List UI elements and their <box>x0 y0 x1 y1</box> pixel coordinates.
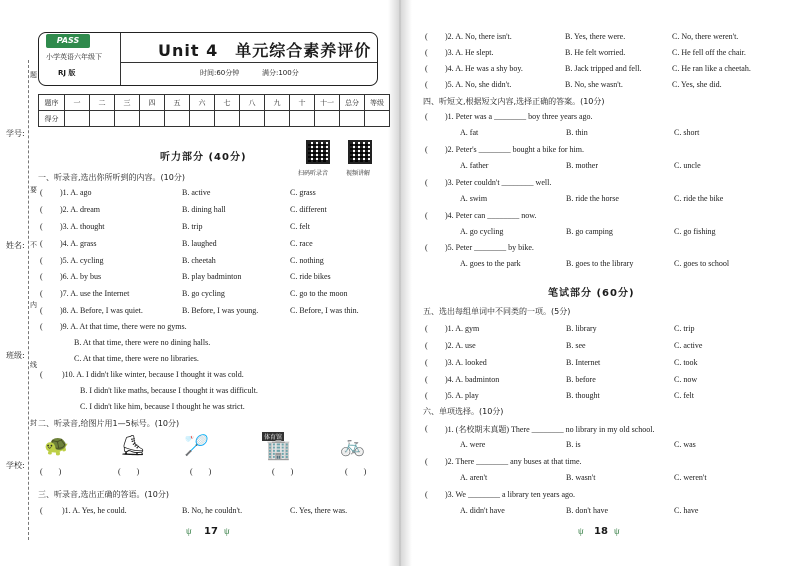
section-heading: 三、听录音,选出正确的答语。(10分) <box>38 490 169 499</box>
option-c: C. different <box>290 205 327 214</box>
answer-blank[interactable]: ( <box>425 32 428 41</box>
question-item: )1. A. gym <box>445 324 480 333</box>
option-b: B. before <box>566 375 596 384</box>
score-input-cell[interactable] <box>165 111 190 127</box>
question-item: )5. A. cycling <box>60 256 104 265</box>
answer-blank[interactable]: ( <box>425 424 428 433</box>
option-b: B. thin <box>566 128 588 137</box>
question-item: )3. A. He slept. <box>445 48 494 57</box>
question-item: )3. A. thought <box>60 222 105 231</box>
option-a: A. father <box>460 161 489 170</box>
option-c: C. ride the bike <box>674 194 724 203</box>
answer-blank[interactable]: ( <box>40 289 43 298</box>
answer-blank[interactable]: ( <box>425 375 428 384</box>
answer-blank[interactable]: ( <box>425 48 428 57</box>
table-cell: 等级 <box>365 95 390 111</box>
score-input-cell[interactable] <box>115 111 140 127</box>
table-cell: 八 <box>240 95 265 111</box>
question-stem: )4. Peter can ________ now. <box>445 211 537 220</box>
option-b: B. active <box>182 188 211 197</box>
score-table <box>38 94 390 127</box>
option-c: C. At that time, there were no libraries. <box>74 354 199 363</box>
option-a: A. were <box>460 440 486 449</box>
section-heading: 五、选出每组单词中不同类的一项。(5分) <box>423 307 571 316</box>
question-item: )2. A. No, there isn't. <box>445 32 512 41</box>
page-number: 17 <box>204 526 218 537</box>
score-input-cell[interactable] <box>140 111 165 127</box>
answer-blank[interactable]: ( <box>40 256 43 265</box>
option-c: C. go fishing <box>674 227 716 236</box>
answer-blank[interactable]: ( <box>425 178 428 187</box>
answer-blank[interactable]: ( <box>40 239 43 248</box>
margin-char: 要 <box>30 186 37 194</box>
question-item: )5. A. No, she didn't. <box>445 80 512 89</box>
margin-char: 封 <box>30 419 37 427</box>
margin-char: 线 <box>30 361 37 369</box>
option-c: C. go to the moon <box>290 289 348 298</box>
qr-code-icon[interactable] <box>306 140 330 164</box>
question-item: )5. A. play <box>445 391 479 400</box>
margin-char: 不 <box>30 241 37 249</box>
option-b: B. library <box>566 324 597 333</box>
option-c: C. trip <box>674 324 695 333</box>
pass-logo: PASS <box>46 34 90 48</box>
option-b: B. laughed <box>182 239 217 248</box>
question-stem: )2. Peter's ________ bought a bike for him. <box>445 145 584 154</box>
question-stem: )3. We ________ a library ten years ago. <box>445 490 576 499</box>
score-input-cell[interactable] <box>215 111 240 127</box>
option-a: A. didn't have <box>460 506 505 515</box>
score-input-cell[interactable] <box>315 111 340 127</box>
option-b: B. Jack tripped and fell. <box>565 64 642 73</box>
answer-blank[interactable]: ( <box>425 341 428 350</box>
option-b: B. go camping <box>566 227 613 236</box>
option-b: B. go cycling <box>182 289 225 298</box>
skating-picture-icon: ⛸ <box>120 435 146 457</box>
question-stem: )1. (名校期末真题) There ________ no library in my old school. <box>445 425 655 434</box>
table-cell: 七 <box>215 95 240 111</box>
question-stem: )3. Peter couldn't ________ well. <box>445 178 552 187</box>
option-b: B. wasn't <box>566 473 596 482</box>
answer-blank[interactable]: ( <box>425 211 428 220</box>
score-input-cell[interactable] <box>365 111 390 127</box>
question-item: )10. A. I didn't like winter, because I thought it was cold. <box>62 370 244 379</box>
option-b: B. is <box>566 440 581 449</box>
answer-blank[interactable]: ( <box>425 324 428 333</box>
answer-blank[interactable]: ( <box>425 490 428 499</box>
answer-blank[interactable]: ( <box>425 145 428 154</box>
option-b: B. thought <box>566 391 600 400</box>
option-c: C. took <box>674 358 698 367</box>
grade-label: 小学英语六年级下 <box>46 53 102 61</box>
answer-blank[interactable]: ( <box>40 188 43 197</box>
option-b: B. No, he couldn't. <box>182 506 243 515</box>
question-item: )4. A. badminton <box>445 375 500 384</box>
table-cell: 十一 <box>315 95 340 111</box>
question-stem: )2. There ________ any buses at that time. <box>445 457 582 466</box>
table-cell: 总分 <box>340 95 365 111</box>
answer-blank[interactable]: ( <box>40 370 43 379</box>
plant-icon: ψ <box>578 526 584 536</box>
table-cell: 五 <box>165 95 190 111</box>
option-c: C. I didn't like him, because I thought he was strict. <box>80 402 245 411</box>
school-label: 学校: <box>6 461 25 470</box>
qr-code-icon[interactable] <box>348 140 372 164</box>
full-score-label: 满分:100分 <box>262 69 299 77</box>
page-number: 18 <box>594 526 608 537</box>
table-cell: 三 <box>115 95 140 111</box>
score-input-cell[interactable] <box>65 111 90 127</box>
book-spine <box>388 0 412 566</box>
gym-building-picture-icon: 🏢 <box>266 439 291 461</box>
option-b: B. Internet <box>566 358 601 367</box>
edition-label: RJ 版 <box>58 69 76 77</box>
cut-line <box>28 60 29 540</box>
plant-icon: ψ <box>224 526 230 536</box>
plant-icon: ψ <box>614 526 620 536</box>
answer-blank[interactable]: ( <box>425 391 428 400</box>
option-c: C. was <box>674 440 696 449</box>
question-item: )8. A. Before, I was quiet. <box>60 306 143 315</box>
answer-blank[interactable]: ( <box>40 506 43 515</box>
margin-char: 内 <box>30 301 37 309</box>
class-label: 班级: <box>6 351 25 360</box>
answer-blank[interactable]: ( <box>40 322 43 331</box>
question-item: )1. A. ago <box>60 188 92 197</box>
option-c: C. He fell off the chair. <box>672 48 746 57</box>
score-input-cell[interactable] <box>290 111 315 127</box>
answer-blank[interactable]: ( <box>425 243 428 252</box>
question-item: )3. A. looked <box>445 358 487 367</box>
plant-icon: ψ <box>186 526 192 536</box>
option-b: B. mother <box>566 161 598 170</box>
picture-answer-blank[interactable]: ( ) <box>40 467 62 476</box>
option-c: C. Yes, there was. <box>290 506 348 515</box>
answer-blank[interactable]: ( <box>40 222 43 231</box>
option-c: C. active <box>674 341 703 350</box>
picture-answer-blank[interactable]: ( ) <box>272 467 294 476</box>
option-b: B. At that time, there were no dining halls. <box>74 338 211 347</box>
option-a: A. fat <box>460 128 479 137</box>
time-label: 时间:60分钟 <box>200 69 240 77</box>
score-input-cell[interactable] <box>90 111 115 127</box>
question-item: )2. A. use <box>445 341 476 350</box>
option-c: C. goes to school <box>674 259 730 268</box>
table-cell: 一 <box>65 95 90 111</box>
option-b: B. cheetah <box>182 256 216 265</box>
table-cell: 四 <box>140 95 165 111</box>
score-input-cell[interactable] <box>340 111 365 127</box>
answer-blank[interactable]: ( <box>425 80 428 89</box>
table-cell: 题序 <box>39 95 65 111</box>
option-b: B. Before, I was young. <box>182 306 259 315</box>
option-a: A. aren't <box>460 473 488 482</box>
header-divider <box>120 62 377 63</box>
answer-blank[interactable]: ( <box>425 112 428 121</box>
option-b: B. don't have <box>566 506 609 515</box>
option-b: B. dining hall <box>182 205 226 214</box>
option-c: C. uncle <box>674 161 701 170</box>
option-c: C. weren't <box>674 473 707 482</box>
option-c: C. felt <box>290 222 310 231</box>
option-b: B. Yes, there were. <box>565 32 626 41</box>
option-b: B. He felt worried. <box>565 48 626 57</box>
option-b: B. ride the horse <box>566 194 619 203</box>
table-cell: 十 <box>290 95 315 111</box>
header-divider <box>120 33 121 85</box>
answer-blank[interactable]: ( <box>425 358 428 367</box>
writing-section-title: 笔试部分 (60分) <box>548 288 635 299</box>
picture-answer-blank[interactable]: ( ) <box>345 467 367 476</box>
question-item: )1. A. Yes, he could. <box>62 506 127 515</box>
student-id-label: 学号: <box>6 129 25 138</box>
option-b: B. play badminton <box>182 272 242 281</box>
answer-blank[interactable]: ( <box>40 205 43 214</box>
score-input-cell[interactable] <box>240 111 265 127</box>
gym-sign: 体育馆 <box>264 434 283 441</box>
picture-answer-blank[interactable]: ( ) <box>118 467 140 476</box>
question-item: )4. A. grass <box>60 239 97 248</box>
option-b: B. goes to the library <box>566 259 634 268</box>
section-heading: 四、听短文,根据短文内容,选择正确的答案。(10分) <box>423 97 605 106</box>
table-cell: 二 <box>90 95 115 111</box>
option-c: C. ride bikes <box>290 272 331 281</box>
score-input-cell[interactable] <box>265 111 290 127</box>
cycling-picture-icon: 🚲 <box>340 435 365 457</box>
score-input-cell[interactable] <box>190 111 215 127</box>
answer-blank[interactable]: ( <box>425 457 428 466</box>
option-b: B. see <box>566 341 586 350</box>
option-c: C. grass <box>290 188 316 197</box>
option-c: C. race <box>290 239 313 248</box>
option-b: B. No, she wasn't. <box>565 80 623 89</box>
section-heading: 二、听录音,给图片用1—5标号。(10分) <box>38 419 180 428</box>
question-item: )6. A. by bus <box>60 272 102 281</box>
option-a: A. swim <box>460 194 488 203</box>
name-label: 姓名: <box>6 241 25 250</box>
picture-answer-blank[interactable]: ( ) <box>190 467 212 476</box>
option-a: A. go cycling <box>460 227 504 236</box>
question-item: )2. A. dream <box>60 205 100 214</box>
table-cell: 得分 <box>39 111 65 127</box>
option-b: B. trip <box>182 222 203 231</box>
section-heading: 一、听录音,选出你所听到的内容。(10分) <box>38 173 185 182</box>
option-c: C. He ran like a cheetah. <box>672 64 751 73</box>
option-c: C. nothing <box>290 256 324 265</box>
tortoise-hare-picture-icon: 🐢 <box>44 435 69 457</box>
option-c: C. have <box>674 506 699 515</box>
qr-caption: 扫码听录音 <box>298 170 329 177</box>
question-stem: )5. Peter ________ by bike. <box>445 243 534 252</box>
badminton-picture-icon: 🏸 <box>184 435 209 457</box>
option-c: C. No, there weren't. <box>672 32 739 41</box>
question-item: )4. A. He was a shy boy. <box>445 64 523 73</box>
table-cell: 九 <box>265 95 290 111</box>
option-c: C. Yes, she did. <box>672 80 722 89</box>
page-title: Unit 4 单元综合素养评价 <box>158 41 372 60</box>
option-c: C. short <box>674 128 700 137</box>
section-heading: 六、单项选择。(10分) <box>423 407 504 416</box>
answer-blank[interactable]: ( <box>40 272 43 281</box>
table-cell: 六 <box>190 95 215 111</box>
qr-caption: 视频讲解 <box>346 170 371 177</box>
option-b: B. I didn't like maths, because I thought it was difficult. <box>80 386 258 395</box>
option-c: C. felt <box>674 391 694 400</box>
option-c: C. now <box>674 375 698 384</box>
question-stem: )1. Peter was a ________ boy three years ago. <box>445 112 593 121</box>
option-a: A. goes to the park <box>460 259 521 268</box>
margin-char: 题 <box>30 71 37 79</box>
question-item: )7. A. use the Internet <box>60 289 130 298</box>
question-item: )9. A. At that time, there were no gyms. <box>60 322 187 331</box>
answer-blank[interactable]: ( <box>40 306 43 315</box>
option-c: C. Before, I was thin. <box>290 306 359 315</box>
listening-section-title: 听力部分 (40分) <box>160 152 247 163</box>
answer-blank[interactable]: ( <box>425 64 428 73</box>
